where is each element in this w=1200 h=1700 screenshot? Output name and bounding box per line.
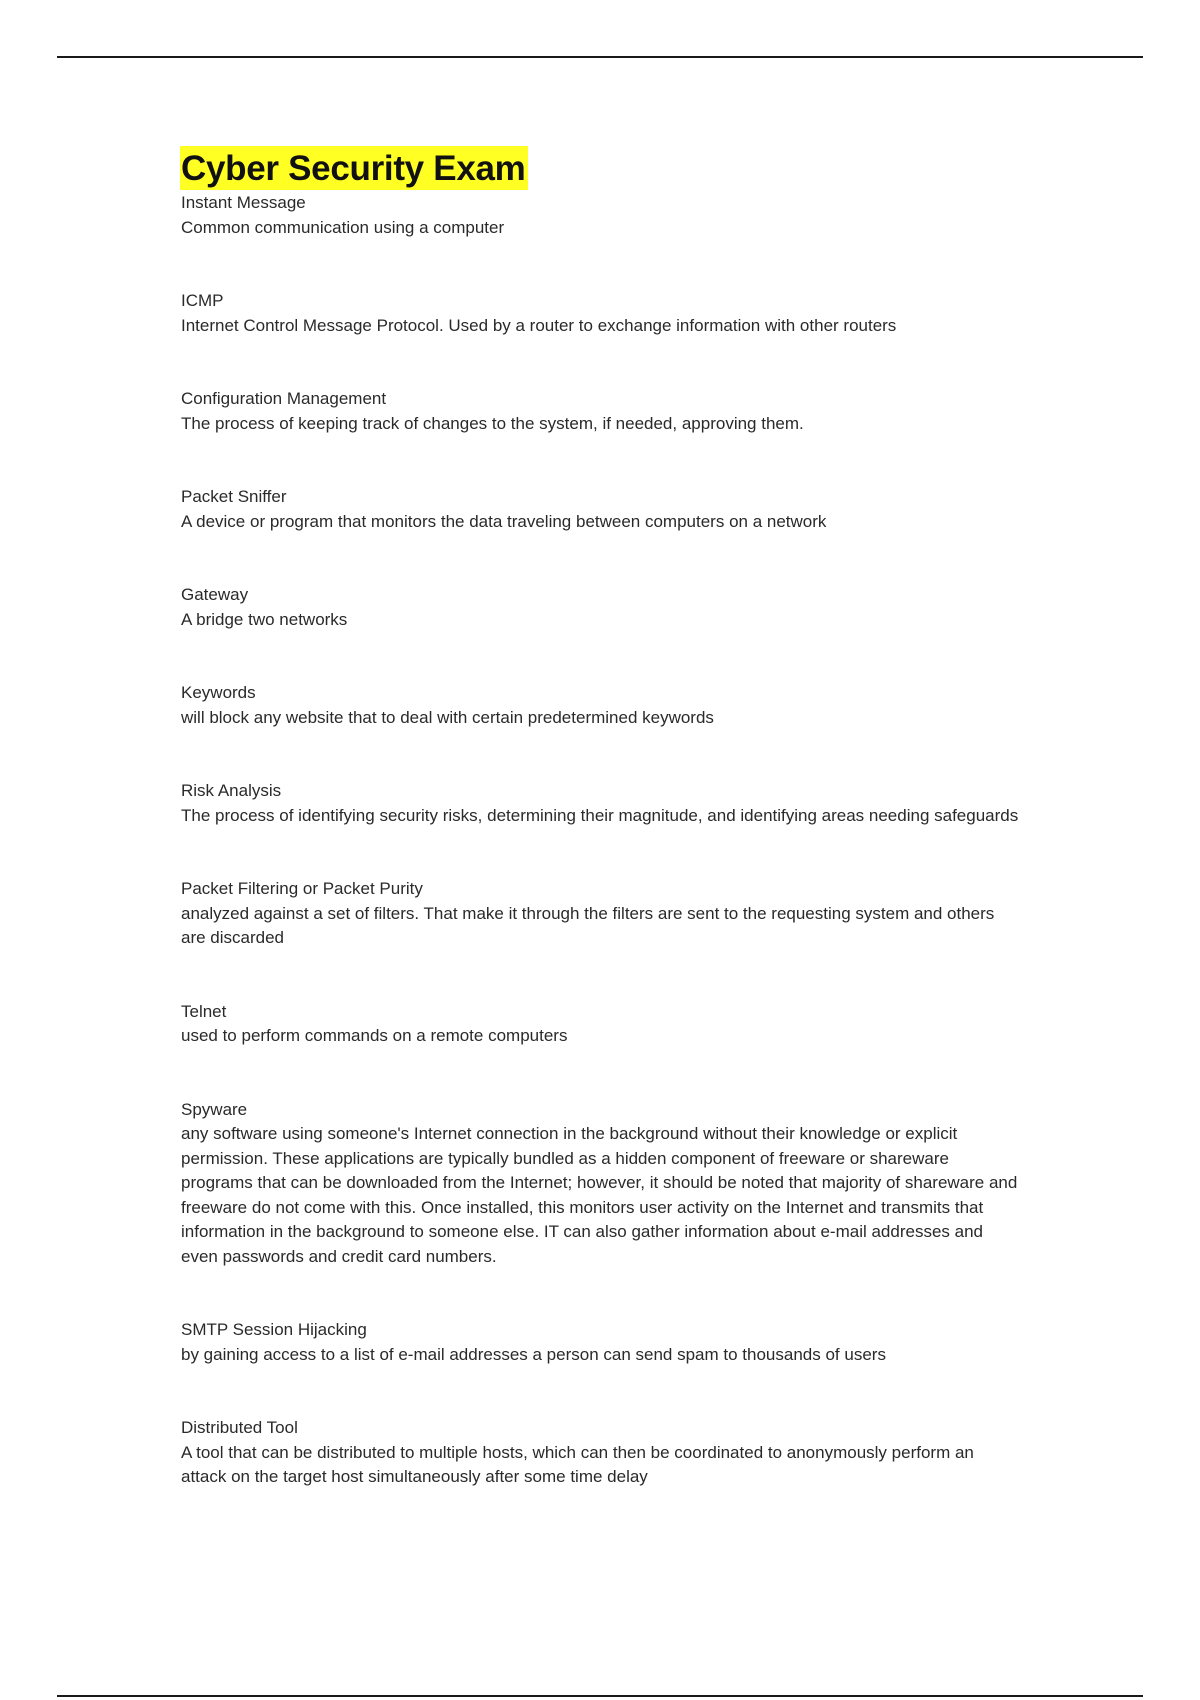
entry-definition: any software using someone's Internet connection in the background without their knowledge or explicit permission. These applications are typically bundled as a hidden component of freeware or shareware programs that can be downloaded from the Internet; however, it should be noted that majority of shareware and freeware do not come with this. Once installed, this monitors user activity on the Internet and transmits that information in the background to someone else. IT can also gather information about e-mail addresses and even passwords and credit card numbers. (181, 1124, 1018, 1266)
entry-icmp (181, 289, 1023, 338)
entry-packet-filtering (181, 877, 1023, 951)
entry-gateway (181, 583, 1023, 632)
entry-definition: Internet Control Message Protocol. Used by a router to exchange information with other routers (181, 315, 897, 335)
entry-term: Packet Filtering or Packet Purity (181, 879, 423, 898)
entry-definition: The process of identifying security risks, determining their magnitude, and identifying areas needing safeguards (181, 805, 1019, 825)
entry-risk-analysis (181, 779, 1023, 828)
entry-list (181, 191, 1023, 1490)
entry-definition: The process of keeping track of changes to the system, if needed, approving them. (181, 413, 804, 433)
entry-term: Risk Analysis (181, 781, 282, 800)
entry-term: Instant Message (181, 193, 306, 212)
entry-smtp-session-hijacking (181, 1318, 1023, 1367)
entry-configuration-management (181, 387, 1023, 436)
entry-definition: by gaining access to a list of e-mail addresses a person can send spam to thousands of users (181, 1344, 886, 1364)
entry-term: Packet Sniffer (181, 487, 287, 506)
entry-term: SMTP Session Hijacking (181, 1320, 367, 1339)
entry-term: Telnet (181, 1001, 227, 1021)
title-highlight (180, 146, 528, 190)
document-body (181, 146, 1023, 1490)
entry-spyware (181, 1098, 1023, 1270)
entry-definition: analyzed against a set of filters. That make it through the filters are sent to the requesting system and others are discarded (181, 903, 995, 947)
entry-definition: will block any website that to deal with certain predetermined keywords (181, 707, 714, 727)
bottom-divider (57, 1695, 1143, 1697)
document-title: Cyber Security Exam (181, 149, 526, 188)
entry-keywords (181, 681, 1023, 730)
entry-term: Configuration Management (181, 389, 387, 408)
entry-definition: used to perform commands on a remote computers (181, 1026, 568, 1045)
entry-definition: A tool that can be distributed to multiple hosts, which can then be coordinated to anonymously perform an attack on the target host simultaneously after some time delay (181, 1442, 974, 1486)
entry-term: Distributed Tool (181, 1418, 298, 1437)
entry-instant-message (181, 191, 1023, 240)
entry-term: Keywords (181, 683, 256, 702)
entry-packet-sniffer (181, 485, 1023, 534)
entry-term: Spyware (181, 1099, 248, 1119)
top-divider (57, 56, 1143, 58)
entry-distributed-tool (181, 1416, 1023, 1490)
entry-telnet (181, 1000, 1023, 1049)
entry-definition: Common communication using a computer (181, 217, 505, 237)
entry-term: ICMP (181, 291, 224, 310)
entry-definition: A device or program that monitors the data traveling between computers on a network (181, 511, 827, 531)
entry-definition: A bridge two networks (181, 609, 348, 629)
entry-term: Gateway (181, 585, 249, 604)
